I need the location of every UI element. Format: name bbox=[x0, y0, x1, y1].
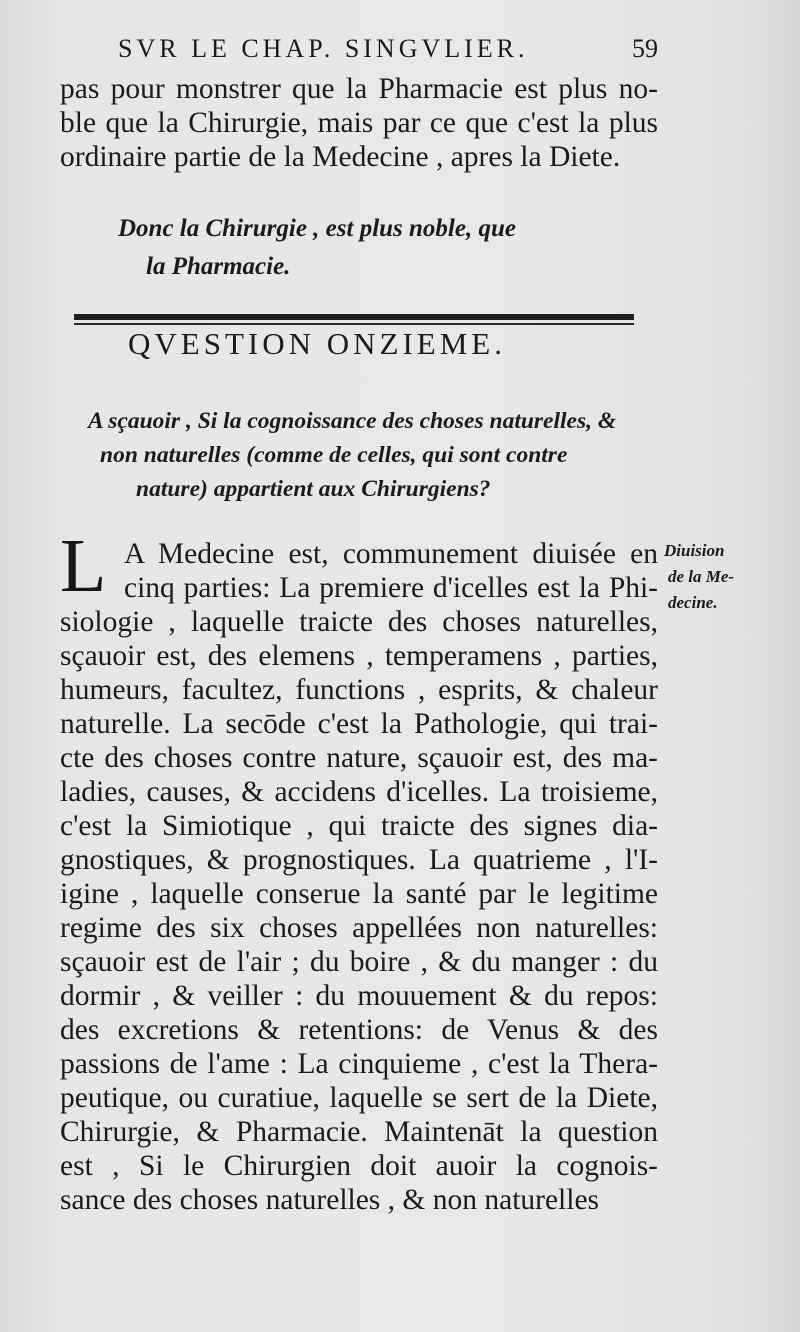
text-line: naturelle. La secōde c'est la Pathologie, qui trai- bbox=[60, 708, 658, 740]
question-intro-line: nature) appartient aux Chirurgiens? bbox=[136, 476, 491, 502]
margin-note-line: decine. bbox=[668, 593, 718, 612]
text-line: pas pour monstrer que la Pharmacie est plus no- bbox=[60, 73, 658, 105]
text-line: dormir , & veiller : du mouuement & du repos: bbox=[60, 980, 658, 1012]
page-number: 59 bbox=[632, 34, 658, 63]
text-line: des excretions & retentions: de Venus & des bbox=[60, 1014, 658, 1046]
text-line: igine , laquelle conserue la santé par le legitime bbox=[60, 878, 658, 910]
body-paragraph bbox=[60, 605, 658, 1217]
text-line: passions de l'ame : La cinquieme , c'est la Thera- bbox=[60, 1048, 658, 1080]
text-line: ble que la Chirurgie, mais par ce que c'est la plus bbox=[60, 107, 658, 139]
text-line: sçauoir est, des elemens , temperamens , parties, bbox=[60, 640, 658, 672]
text-line: cinq parties: La premiere d'icelles est la Phi- bbox=[124, 572, 658, 604]
text-line: humeurs, facultez, functions , esprits, & chaleur bbox=[60, 674, 658, 706]
question-intro-line: non naturelles (comme de celles, qui sont contre bbox=[100, 442, 568, 468]
margin-note-line: de la Me- bbox=[668, 567, 735, 586]
text-line: c'est la Simiotique , qui traicte des signes dia- bbox=[60, 810, 658, 842]
text-line: sance des choses naturelles , & non naturelles bbox=[60, 1184, 600, 1216]
text-line: peutique, ou curatiue, laquelle se sert de la Diete, bbox=[60, 1082, 658, 1114]
text-line: regime des six choses appellées non naturelles: bbox=[60, 912, 658, 944]
section-rule bbox=[74, 314, 634, 320]
conclusion-statement bbox=[118, 210, 598, 286]
running-head bbox=[118, 34, 658, 74]
text-line: gnostiques, & prognostiques. La quatrieme , l'I- bbox=[60, 844, 658, 876]
question-title: QVESTION ONZIEME. bbox=[128, 326, 506, 361]
text-line: sçauoir est de l'air ; du boire , & du manger : du bbox=[60, 946, 658, 978]
text-line: cte des choses contre nature, sçauoir est, des ma- bbox=[60, 742, 658, 774]
conclusion-line: Donc la Chirurgie , est plus noble, que bbox=[118, 215, 516, 242]
text-line: siologie , laquelle traicte des choses naturelles, bbox=[60, 606, 658, 638]
text-line: ladies, causes, & accidens d'icelles. La troisieme, bbox=[60, 776, 658, 808]
text-line: Chirurgie, & Pharmacie. Maintenāt la question bbox=[60, 1116, 658, 1148]
margin-note-line: Diuision bbox=[664, 541, 725, 560]
margin-note bbox=[664, 538, 784, 616]
drop-cap: L bbox=[60, 524, 107, 608]
question-intro bbox=[88, 404, 628, 506]
body-first-lines bbox=[124, 537, 658, 605]
text-line: ordinaire partie de la Medecine , apres la Diete. bbox=[60, 141, 621, 173]
question-intro-line: A sçauoir , Si la cognoissance des choses naturelles, & bbox=[88, 408, 617, 434]
text-line: est , Si le Chirurgien doit auoir la cognois- bbox=[60, 1150, 658, 1182]
top-paragraph bbox=[60, 72, 658, 174]
text-line: A Medecine est, communement diuisée en bbox=[124, 538, 658, 570]
conclusion-line: la Pharmacie. bbox=[146, 253, 291, 280]
running-head-title: SVR LE CHAP. SINGVLIER. bbox=[118, 34, 529, 63]
